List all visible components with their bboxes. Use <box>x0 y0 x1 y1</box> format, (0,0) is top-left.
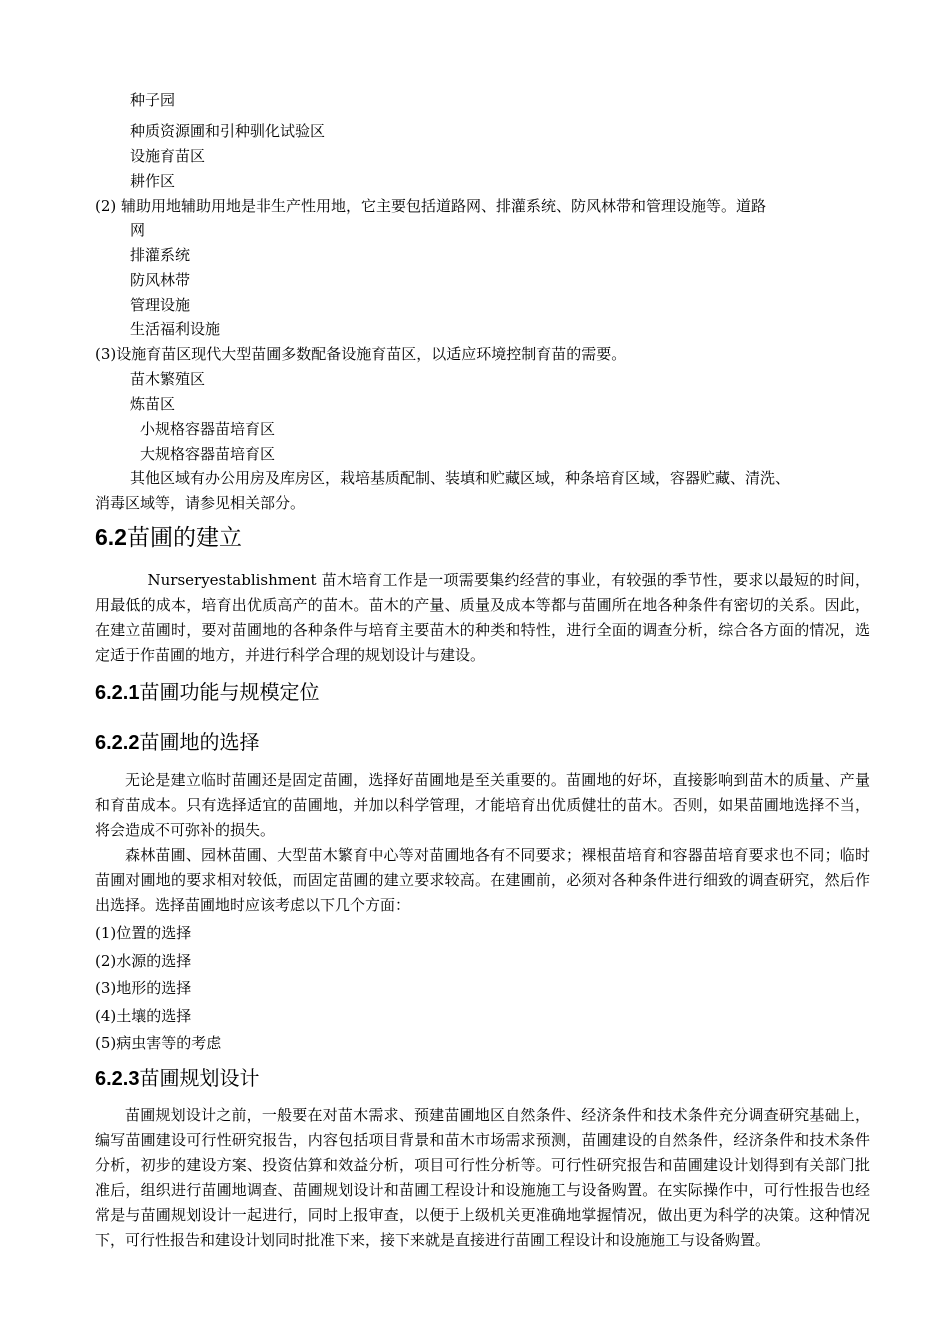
section-title: 苗圃功能与规模定位 <box>139 680 320 704</box>
list-item: 管理设施 <box>130 296 191 314</box>
list-item: 排灌系统 <box>130 246 191 264</box>
section-number: 6.2.2 <box>95 732 140 754</box>
body-paragraph: 无论是建立临时苗圃还是固定苗圃，选择好苗圃地是至关重要的。苗圃地的好坏，直接影响到苗木的质量、产量和育苗成本。只有选择适宜的苗圃地，并加以科学管理，才能培育出优质健壮的苗木。否则，如果苗圃地选择不当，将会造成不可弥补的损失。 <box>95 771 870 839</box>
section-heading-6-2-1 <box>95 679 319 706</box>
sub-list-item: 小规格容器苗培育区 <box>140 420 276 438</box>
section-heading-6-2 <box>95 522 242 553</box>
section-intro-paragraph: Nurseryestablishment 苗木培育工作是一项需要集约经营的事业，有较强的季节性，要求以最短的时间，用最低的成本，培育出优质高产的苗木。苗木的产量、质量及成本等都与苗圃所在地各种条件有密切的关系。因此，在建立苗圃时，要对苗圃地的各种条件与培育主要苗木的种类和特性，进行全面的调查分析，综合各方面的情况，选定适于作苗圃的地方，并进行科学合理的规划设计与建设。 <box>95 571 870 664</box>
list-item: 防风林带 <box>130 271 191 289</box>
aux-land-heading: (2) 辅助用地辅助用地是非生产性用地，它主要包括道路网、排灌系统、防风林带和管理设施等。道路 <box>95 197 767 215</box>
body-paragraph: 森林苗圃、园林苗圃、大型苗木繁育中心等对苗圃地各有不同要求；裸根苗培育和容器苗培育要求也不同；临时苗圃对圃地的要求相对较低，而固定苗圃的建立要求较高。在建圃前，必须对各种条件进行细致的调查研究，然后作出选择。选择苗圃地时应该考虑以下几个方面： <box>95 846 870 914</box>
section-heading-6-2-3 <box>95 1065 259 1092</box>
list-item: 炼苗区 <box>130 395 176 413</box>
list-item: 耕作区 <box>130 172 176 190</box>
facility-heading: (3)设施育苗区现代大型苗圃多数配备设施育苗区，以适应环境控制育苗的需要。 <box>95 345 627 363</box>
sub-list-item: 大规格容器苗培育区 <box>140 445 276 463</box>
list-item: 种子园 <box>130 91 176 109</box>
criteria-item: (3)地形的选择 <box>95 979 192 997</box>
other-areas-text-cont: 消毒区域等，请参见相关部分。 <box>95 494 306 512</box>
section-title: 苗圃地的选择 <box>139 730 260 754</box>
criteria-item: (2)水源的选择 <box>95 952 192 970</box>
section-heading-6-2-2 <box>95 729 259 756</box>
section-title: 苗圃的建立 <box>126 525 242 551</box>
criteria-item: (4)土壤的选择 <box>95 1007 192 1025</box>
list-item: 苗木繁殖区 <box>130 370 206 388</box>
list-item: 种质资源圃和引种驯化试验区 <box>130 122 326 140</box>
criteria-item: (5)病虫害等的考虑 <box>95 1034 222 1052</box>
section-number: 6.2 <box>95 524 127 550</box>
criteria-item: (1)位置的选择 <box>95 924 192 942</box>
aux-land-heading-cont: 网 <box>130 221 146 239</box>
list-item: 生活福利设施 <box>130 320 221 338</box>
body-paragraph: 苗圃规划设计之前，一般要在对苗木需求、预建苗圃地区自然条件、经济条件和技术条件充分调查研究基础上，编写苗圃建设可行性研究报告，内容包括项目背景和苗木市场需求预测，苗圃建设的自然条件，经济条件和技术条件分析，初步的建设方案、投资估算和效益分析，项目可行性分析等。可行性研究报告和苗圃建设计划得到有关部门批准后，组织进行苗圃地调查、苗圃规划设计和苗圃工程设计和设施施工与设备购置。在实际操作中，可行性报告也经常是与苗圃规划设计一起进行，同时上报审查，以便于上级机关更准确地掌握情况，做出更为科学的决策。这种情况下，可行性报告和建设计划同时批准下来，接下来就是直接进行苗圃工程设计和设施施工与设备购置。 <box>95 1106 870 1249</box>
list-item: 设施育苗区 <box>130 147 206 165</box>
section-number: 6.2.1 <box>95 682 140 704</box>
section-title: 苗圃规划设计 <box>139 1066 260 1090</box>
section-number: 6.2.3 <box>95 1068 140 1090</box>
other-areas-text: 其他区域有办公用房及库房区，栽培基质配制、装填和贮藏区域，种条培育区域，容器贮藏、清洗、 <box>130 469 791 487</box>
